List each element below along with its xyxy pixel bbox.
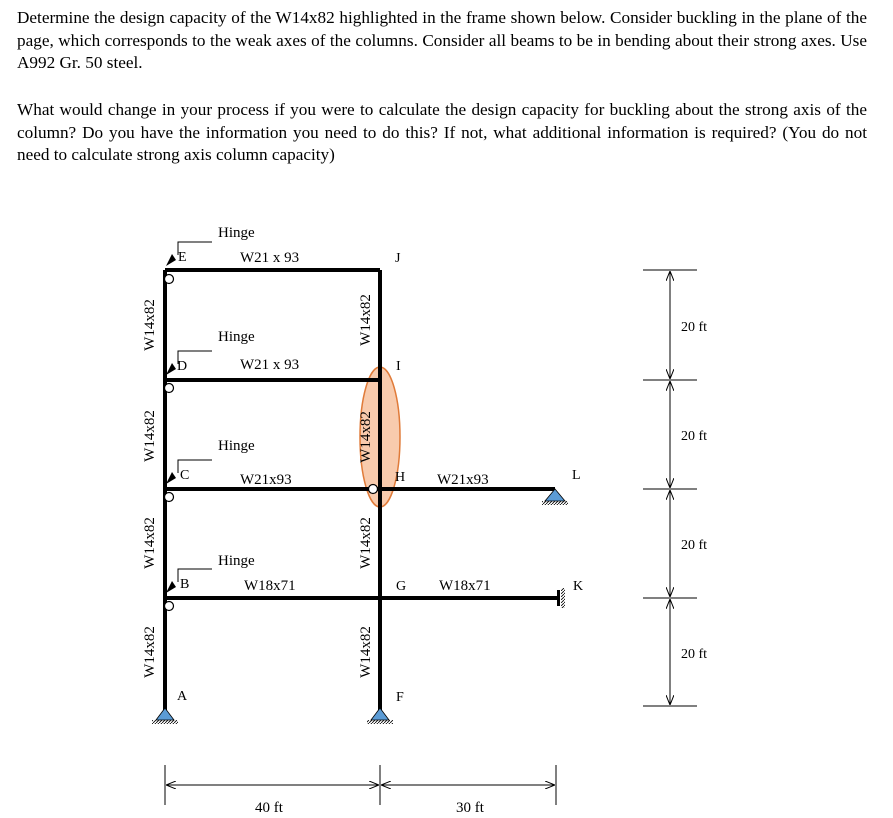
problem-paragraph-1: Determine the design capacity of the W14x82 highlighted in the frame shown below. Consider buckling in the plane of the page, which corresponds to the weak axes of the columns. Consider all beams to be in bending about their strong axes. Use A992 Gr. 50 steel. <box>17 8 867 72</box>
story-height-label-4: 20 ft <box>681 320 708 335</box>
pin-support-L <box>542 489 568 505</box>
node-label-J: J <box>395 251 401 266</box>
node-label-H: H <box>395 470 406 485</box>
hinge-arrow-C <box>166 472 176 484</box>
node-label-F: F <box>396 690 404 705</box>
left-column-label-4: W14x82 <box>142 299 158 351</box>
span-label-30ft: 30 ft <box>456 800 484 816</box>
node-label-D: D <box>177 359 188 374</box>
node-label-B: B <box>180 577 190 592</box>
hinge-E-circle <box>165 275 174 284</box>
hinge-arrow-E <box>166 254 176 266</box>
beam-label-DI: W21 x 93 <box>240 357 300 373</box>
hinge-arrow-B <box>166 581 176 593</box>
hinge-B-circle <box>165 602 174 611</box>
span-label-40ft: 40 ft <box>255 800 283 816</box>
pin-support-A <box>152 708 178 724</box>
middle-column-label-3-highlighted: W14x82 <box>358 411 374 463</box>
beam-label-GK: W18x71 <box>439 578 491 594</box>
height-dimension <box>643 270 697 706</box>
node-label-I: I <box>396 359 401 374</box>
hinge-D-circle <box>165 384 174 393</box>
beam-label-EJ: W21 x 93 <box>240 250 300 266</box>
node-label-K: K <box>573 579 584 594</box>
node-label-G: G <box>396 579 407 594</box>
left-column-label-2: W14x82 <box>142 517 158 569</box>
middle-column-label-1: W14x82 <box>358 626 374 678</box>
beam-label-CH: W21x93 <box>240 472 292 488</box>
story-height-label-3: 20 ft <box>681 429 708 444</box>
story-height-label-2: 20 ft <box>681 538 708 553</box>
hinge-arrowheads <box>166 254 176 593</box>
hinge-label-D: Hinge <box>218 329 255 345</box>
hinge-arrow-D <box>166 363 176 375</box>
middle-column-label-2: W14x82 <box>358 517 374 569</box>
beam-label-BG: W18x71 <box>244 578 296 594</box>
middle-column-label-4: W14x82 <box>358 294 374 346</box>
span-dimension <box>165 765 556 805</box>
node-label-E: E <box>178 250 187 265</box>
node-label-C: C <box>180 468 190 483</box>
left-column-label-1: W14x82 <box>142 626 158 678</box>
beam-label-HL: W21x93 <box>437 472 489 488</box>
hinge-leaders <box>178 242 212 582</box>
hinge-label-E: Hinge <box>218 225 255 241</box>
hinge-C-circle <box>165 493 174 502</box>
problem-paragraph-2: What would change in your process if you were to calculate the design capacity for buckling about the strong axis of the column? Do you have the information you need to do this? If not, what additional information is required? (You do not need to calculate strong axis column capacity) <box>17 100 867 164</box>
hinge-label-B: Hinge <box>218 553 255 569</box>
hinge-label-C: Hinge <box>218 438 255 454</box>
node-label-A: A <box>177 689 188 704</box>
left-column-label-3: W14x82 <box>142 410 158 462</box>
story-height-label-1: 20 ft <box>681 647 708 662</box>
pin-support-F <box>367 708 393 724</box>
hinge-H-circle <box>369 485 378 494</box>
node-label-L: L <box>572 468 581 483</box>
roller-support-K <box>557 588 565 608</box>
